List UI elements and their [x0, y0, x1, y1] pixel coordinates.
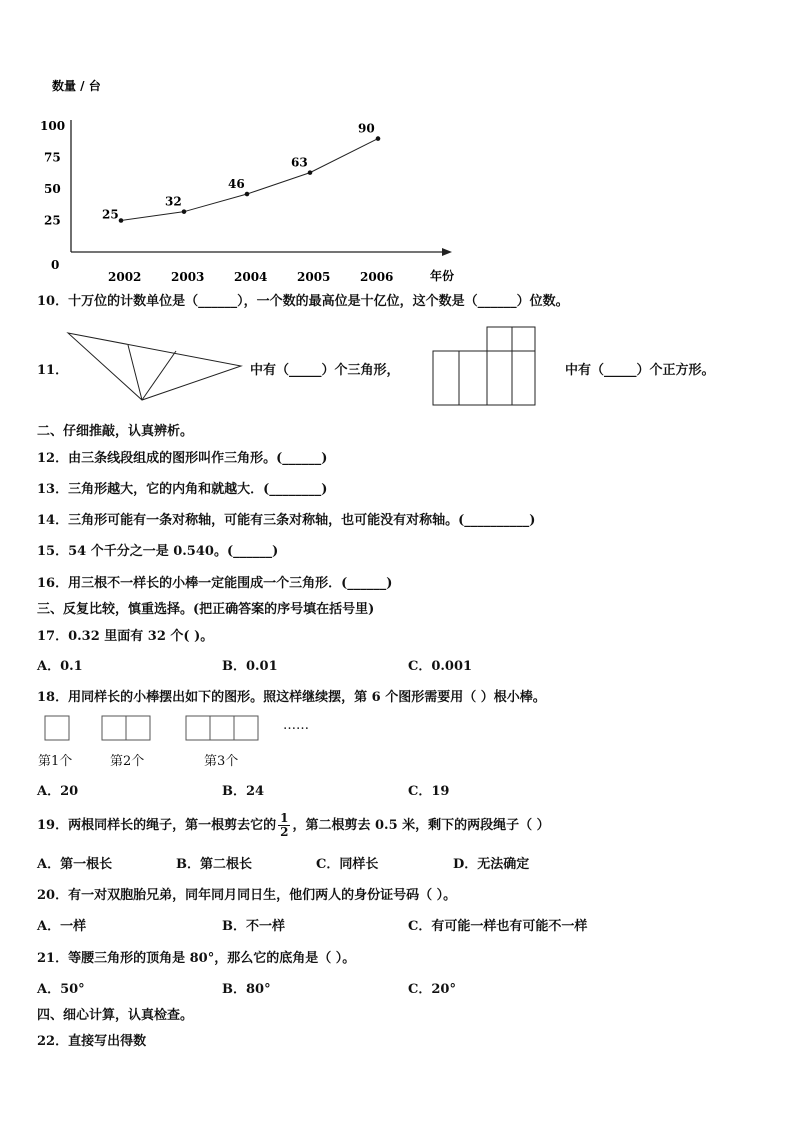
q19-option-b[interactable]: B．第二根长	[176, 857, 252, 872]
question-text: 三角形越大，它的内角和就越大．(________)	[68, 482, 328, 497]
q21-option-b[interactable]: B．80°	[222, 982, 271, 997]
question-number: 19．	[37, 818, 69, 833]
question-11-text-b: 中有（_____）个正方形。	[565, 363, 715, 378]
question-18	[37, 686, 546, 705]
question-number: 12．	[37, 451, 69, 466]
chart-series	[102, 122, 380, 223]
q18-option-b[interactable]: B．24	[222, 784, 265, 799]
q17-option-b[interactable]: B．0.01	[222, 659, 278, 674]
x-axis-label: 年份	[430, 269, 455, 283]
question-text-a: 两根同样长的绳子，第一根剪去它的	[68, 818, 277, 833]
fraction-denominator: 2	[280, 825, 289, 839]
data-label: 90	[358, 121, 375, 136]
question-number: 18．	[37, 690, 69, 705]
y-tick-label: 0	[51, 258, 60, 272]
question-11-text-a: 中有（_____）个三角形，	[250, 363, 400, 378]
question-number: 20．	[37, 888, 69, 903]
question-12	[37, 447, 327, 466]
q21-option-c[interactable]: C．20°	[408, 982, 456, 997]
question-number: 22．	[37, 1034, 69, 1049]
q18-option-c[interactable]: C．19	[408, 784, 450, 799]
stick-figures	[44, 715, 264, 741]
data-point	[182, 209, 187, 214]
data-label: 32	[165, 194, 182, 209]
question-text: 等腰三角形的顶角是 80°，那么它的底角是（ ）。	[68, 951, 356, 966]
data-label: 63	[291, 155, 308, 170]
section-4-heading: 四、细心计算，认真检查。	[37, 1008, 194, 1023]
question-text: 由三条线段组成的图形叫作三角形。(______)	[68, 451, 328, 466]
question-number: 15．	[37, 544, 69, 559]
fraction-numerator: 1	[280, 811, 289, 825]
x-tick-label: 2006	[360, 270, 394, 284]
data-label: 25	[102, 207, 119, 222]
question-13	[37, 478, 327, 497]
x-tick-label: 2003	[171, 270, 205, 284]
question-number: 13．	[37, 482, 69, 497]
question-22	[37, 1030, 146, 1049]
question-19	[37, 812, 550, 839]
question-text: 三角形可能有一条对称轴，可能有三条对称轴，也可能没有对称轴。(__________)	[68, 513, 536, 528]
q20-option-c[interactable]: C．有可能一样也有可能不一样	[408, 919, 588, 934]
y-axis-label: 数量 / 台	[52, 79, 101, 93]
q21-option-a[interactable]: A．50°	[37, 982, 85, 997]
question-text: 有一对双胞胎兄弟，同年同月同日生，他们两人的身份证号码（ ）。	[68, 888, 457, 903]
question-number: 10．	[37, 294, 69, 309]
question-number: 16．	[37, 576, 69, 591]
y-tick-label: 50	[44, 182, 61, 196]
section-2-heading: 二、仔细推敲，认真辨析。	[37, 424, 194, 439]
question-10	[37, 290, 569, 309]
figure-label-2: 第2个	[110, 754, 145, 769]
triangle-figure	[66, 330, 246, 402]
figure-label-1: 第1个	[38, 754, 73, 769]
q17-option-c[interactable]: C．0.001	[408, 659, 473, 674]
section-3-heading: 三、反复比较，慎重选择。(把正确答案的序号填在括号里)	[37, 602, 375, 617]
data-point	[308, 170, 313, 175]
question-text: 0.32 里面有 32 个( )。	[68, 629, 214, 644]
question-text-b: ，第二根剪去 0.5 米，剩下的两段绳子（ ）	[292, 818, 550, 833]
q18-option-a[interactable]: A．20	[37, 784, 79, 799]
fraction	[278, 812, 290, 839]
question-text: 用三根不一样长的小棒一定能围成一个三角形．(______)	[68, 576, 393, 591]
y-tick-labels	[40, 119, 65, 272]
line-chart	[30, 70, 470, 290]
question-number: 17．	[37, 629, 69, 644]
q19-option-c[interactable]: C．同样长	[316, 857, 379, 872]
x-tick-label: 2004	[234, 270, 268, 284]
question-21	[37, 947, 355, 966]
continuation-dots: ……	[283, 718, 309, 733]
q20-option-b[interactable]: B．不一样	[222, 919, 285, 934]
chart-axes	[71, 120, 452, 256]
data-label: 46	[228, 177, 245, 192]
question-16	[37, 572, 392, 591]
question-text: 直接写出得数	[68, 1034, 147, 1049]
y-tick-label: 75	[44, 150, 61, 165]
question-text: 十万位的计数单位是（______），一个数的最高位是十亿位，这个数是（______）位数。	[68, 294, 569, 309]
data-point	[245, 192, 250, 197]
x-tick-label: 2002	[108, 270, 142, 284]
squares-figure	[432, 326, 536, 406]
question-11-number: 11．	[37, 363, 69, 378]
data-point	[119, 218, 124, 223]
y-tick-label: 25	[44, 213, 61, 228]
data-point	[376, 136, 381, 141]
q20-option-a[interactable]: A．一样	[37, 919, 87, 934]
question-17	[37, 625, 213, 644]
question-15	[37, 540, 278, 559]
x-axis-arrow	[442, 248, 452, 256]
y-tick-label: 100	[40, 119, 66, 133]
figure-label-3: 第3个	[204, 754, 239, 769]
q19-option-a[interactable]: A．第一根长	[37, 857, 113, 872]
x-tick-label: 2005	[297, 270, 331, 284]
question-14	[37, 509, 535, 528]
question-20	[37, 884, 456, 903]
series-line	[121, 139, 378, 221]
q19-option-d[interactable]: D．无法确定	[453, 857, 530, 872]
question-text: 用同样长的小棒摆出如下的图形。照这样继续摆，第 6 个图形需要用（ ）根小棒。	[68, 690, 546, 705]
question-text: 54 个千分之一是 0.540。(______)	[68, 544, 279, 559]
x-tick-labels	[108, 270, 393, 284]
q17-option-a[interactable]: A．0.1	[37, 659, 83, 674]
question-number: 21．	[37, 951, 69, 966]
question-number: 14．	[37, 513, 69, 528]
